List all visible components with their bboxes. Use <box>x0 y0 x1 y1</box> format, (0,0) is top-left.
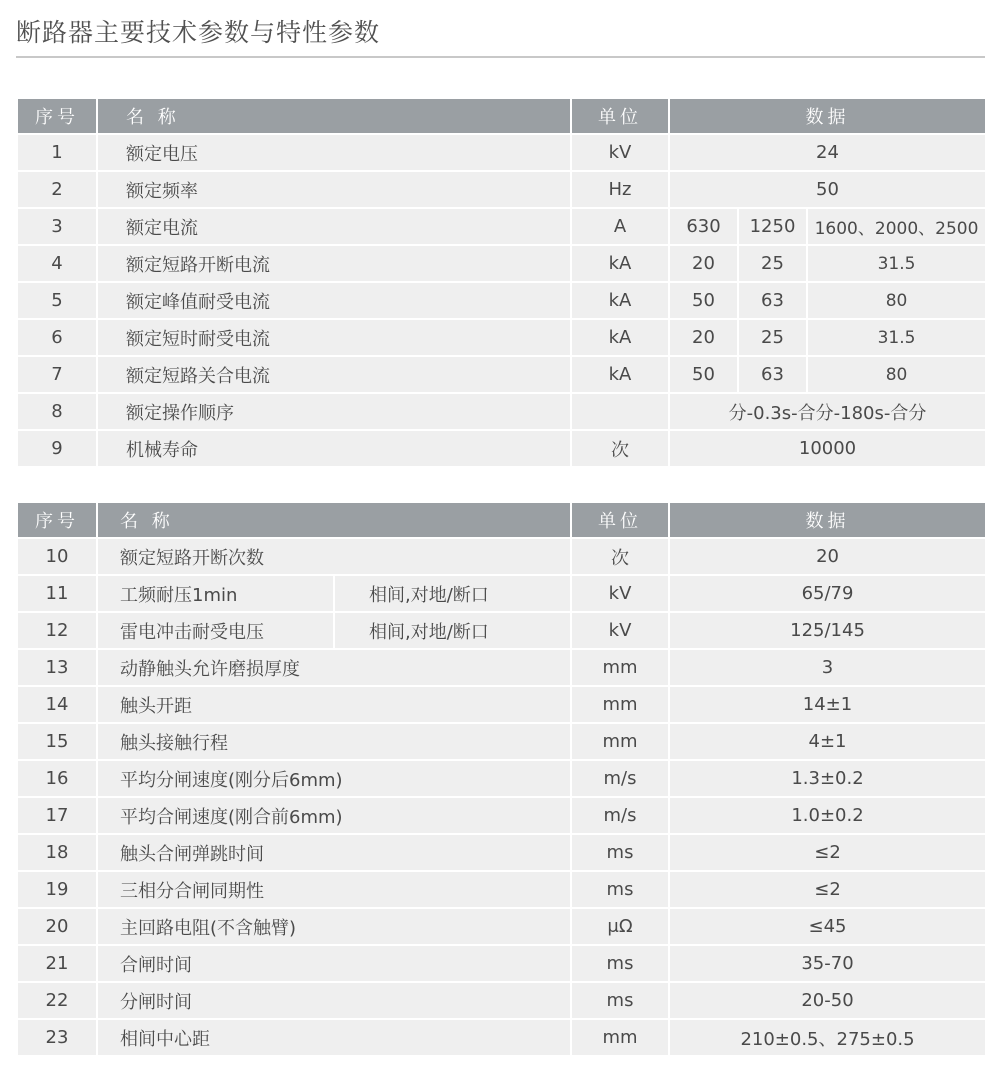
row-value: ≤45 <box>669 908 986 945</box>
row-value-3: 31.5 <box>807 319 986 356</box>
table-row <box>17 356 986 393</box>
row-value-3: 80 <box>807 356 986 393</box>
row-value-3: 1600、2000、2500 <box>807 208 986 245</box>
row-seq: 21 <box>17 945 97 982</box>
row-unit: kA <box>571 245 669 282</box>
table-row <box>17 430 986 467</box>
row-value: ≤2 <box>669 834 986 871</box>
row-unit: kA <box>571 282 669 319</box>
row-seq: 6 <box>17 319 97 356</box>
table-row <box>17 134 986 171</box>
table-header-row <box>17 502 986 538</box>
table-row <box>17 945 986 982</box>
row-value-1: 50 <box>669 356 738 393</box>
row-value: 20 <box>669 538 986 575</box>
table-header-row <box>17 98 986 134</box>
row-unit: Hz <box>571 171 669 208</box>
row-value-2: 63 <box>738 356 807 393</box>
row-seq: 22 <box>17 982 97 1019</box>
row-unit: A <box>571 208 669 245</box>
row-name: 三相分合闸同期性 <box>97 871 571 908</box>
row-unit <box>571 393 669 430</box>
row-name: 雷电冲击耐受电压 <box>97 612 334 649</box>
row-value: 35-70 <box>669 945 986 982</box>
row-unit: 次 <box>571 538 669 575</box>
page-title: 断路器主要技术参数与特性参数 <box>16 18 381 47</box>
row-value: 3 <box>669 649 986 686</box>
row-unit: kV <box>571 612 669 649</box>
row-seq: 23 <box>17 1019 97 1056</box>
header-name: 名 称 <box>97 502 571 538</box>
row-value-2: 25 <box>738 319 807 356</box>
table-row <box>17 282 986 319</box>
table-row <box>17 538 986 575</box>
row-unit: ms <box>571 945 669 982</box>
row-unit: m/s <box>571 760 669 797</box>
table-row <box>17 1019 986 1056</box>
row-unit: ms <box>571 871 669 908</box>
row-seq: 15 <box>17 723 97 760</box>
row-value: 分-0.3s-合分-180s-合分 <box>669 393 986 430</box>
row-value: 125/145 <box>669 612 986 649</box>
table-row <box>17 208 986 245</box>
row-seq: 7 <box>17 356 97 393</box>
table-row <box>17 686 986 723</box>
row-seq: 3 <box>17 208 97 245</box>
row-unit: μΩ <box>571 908 669 945</box>
table-row <box>17 319 986 356</box>
row-name: 相间中心距 <box>97 1019 571 1056</box>
spec-table-1 <box>16 97 987 468</box>
row-name: 额定操作顺序 <box>97 393 571 430</box>
row-name: 额定峰值耐受电流 <box>97 282 571 319</box>
row-value: 14±1 <box>669 686 986 723</box>
row-seq: 12 <box>17 612 97 649</box>
table-row <box>17 982 986 1019</box>
row-name: 合闸时间 <box>97 945 571 982</box>
row-seq: 1 <box>17 134 97 171</box>
row-unit: kA <box>571 356 669 393</box>
row-name: 工频耐压1min <box>97 575 334 612</box>
header-name: 名 称 <box>97 98 571 134</box>
row-value: 24 <box>669 134 986 171</box>
table-row <box>17 393 986 430</box>
row-seq: 13 <box>17 649 97 686</box>
row-value-1: 50 <box>669 282 738 319</box>
header-data: 数据 <box>669 502 986 538</box>
row-value-2: 63 <box>738 282 807 319</box>
row-value-1: 20 <box>669 319 738 356</box>
header-seq: 序号 <box>17 502 97 538</box>
row-name: 额定短时耐受电流 <box>97 319 571 356</box>
row-seq: 18 <box>17 834 97 871</box>
table-row <box>17 871 986 908</box>
row-seq: 11 <box>17 575 97 612</box>
row-value-2: 1250 <box>738 208 807 245</box>
table-row <box>17 649 986 686</box>
row-unit: 次 <box>571 430 669 467</box>
row-name: 分闸时间 <box>97 982 571 1019</box>
table-row <box>17 612 986 649</box>
row-value: 10000 <box>669 430 986 467</box>
table-row <box>17 723 986 760</box>
row-value-1: 20 <box>669 245 738 282</box>
header-data: 数据 <box>669 98 986 134</box>
row-value-2: 25 <box>738 245 807 282</box>
header-seq: 序号 <box>17 98 97 134</box>
table-row <box>17 171 986 208</box>
row-seq: 8 <box>17 393 97 430</box>
row-name: 触头合闸弹跳时间 <box>97 834 571 871</box>
header-unit: 单位 <box>571 98 669 134</box>
row-name: 平均合闸速度(刚合前6mm) <box>97 797 571 834</box>
row-name: 额定短路关合电流 <box>97 356 571 393</box>
row-seq: 14 <box>17 686 97 723</box>
header-unit: 单位 <box>571 502 669 538</box>
row-unit: mm <box>571 649 669 686</box>
row-unit: kA <box>571 319 669 356</box>
row-unit: mm <box>571 1019 669 1056</box>
row-value: 210±0.5、275±0.5 <box>669 1019 986 1056</box>
row-value: 50 <box>669 171 986 208</box>
row-name: 主回路电阻(不含触臂) <box>97 908 571 945</box>
row-name: 动静触头允许磨损厚度 <box>97 649 571 686</box>
table-row <box>17 797 986 834</box>
row-seq: 19 <box>17 871 97 908</box>
row-unit: ms <box>571 834 669 871</box>
row-unit: m/s <box>571 797 669 834</box>
table-row <box>17 908 986 945</box>
spec-table-2 <box>16 501 987 1057</box>
row-seq: 2 <box>17 171 97 208</box>
row-name: 额定短路开断次数 <box>97 538 571 575</box>
row-name: 平均分闸速度(刚分后6mm) <box>97 760 571 797</box>
row-subname: 相间,对地/断口 <box>334 575 571 612</box>
row-value: ≤2 <box>669 871 986 908</box>
row-name: 触头接触行程 <box>97 723 571 760</box>
row-unit: kV <box>571 134 669 171</box>
row-name: 额定电流 <box>97 208 571 245</box>
table-row <box>17 245 986 282</box>
row-seq: 10 <box>17 538 97 575</box>
table-row <box>17 760 986 797</box>
row-seq: 17 <box>17 797 97 834</box>
row-name: 机械寿命 <box>97 430 571 467</box>
row-seq: 5 <box>17 282 97 319</box>
row-seq: 16 <box>17 760 97 797</box>
row-name: 额定电压 <box>97 134 571 171</box>
row-seq: 20 <box>17 908 97 945</box>
row-unit: kV <box>571 575 669 612</box>
row-value: 65/79 <box>669 575 986 612</box>
row-name: 触头开距 <box>97 686 571 723</box>
row-value: 1.3±0.2 <box>669 760 986 797</box>
row-value: 20-50 <box>669 982 986 1019</box>
title-divider <box>16 56 985 58</box>
table-row <box>17 834 986 871</box>
row-value-3: 31.5 <box>807 245 986 282</box>
row-name: 额定短路开断电流 <box>97 245 571 282</box>
row-name: 额定频率 <box>97 171 571 208</box>
row-value-1: 630 <box>669 208 738 245</box>
row-seq: 9 <box>17 430 97 467</box>
row-value: 1.0±0.2 <box>669 797 986 834</box>
table-row <box>17 575 986 612</box>
row-unit: mm <box>571 723 669 760</box>
row-value: 4±1 <box>669 723 986 760</box>
row-subname: 相间,对地/断口 <box>334 612 571 649</box>
row-unit: mm <box>571 686 669 723</box>
row-value-3: 80 <box>807 282 986 319</box>
row-unit: ms <box>571 982 669 1019</box>
row-seq: 4 <box>17 245 97 282</box>
